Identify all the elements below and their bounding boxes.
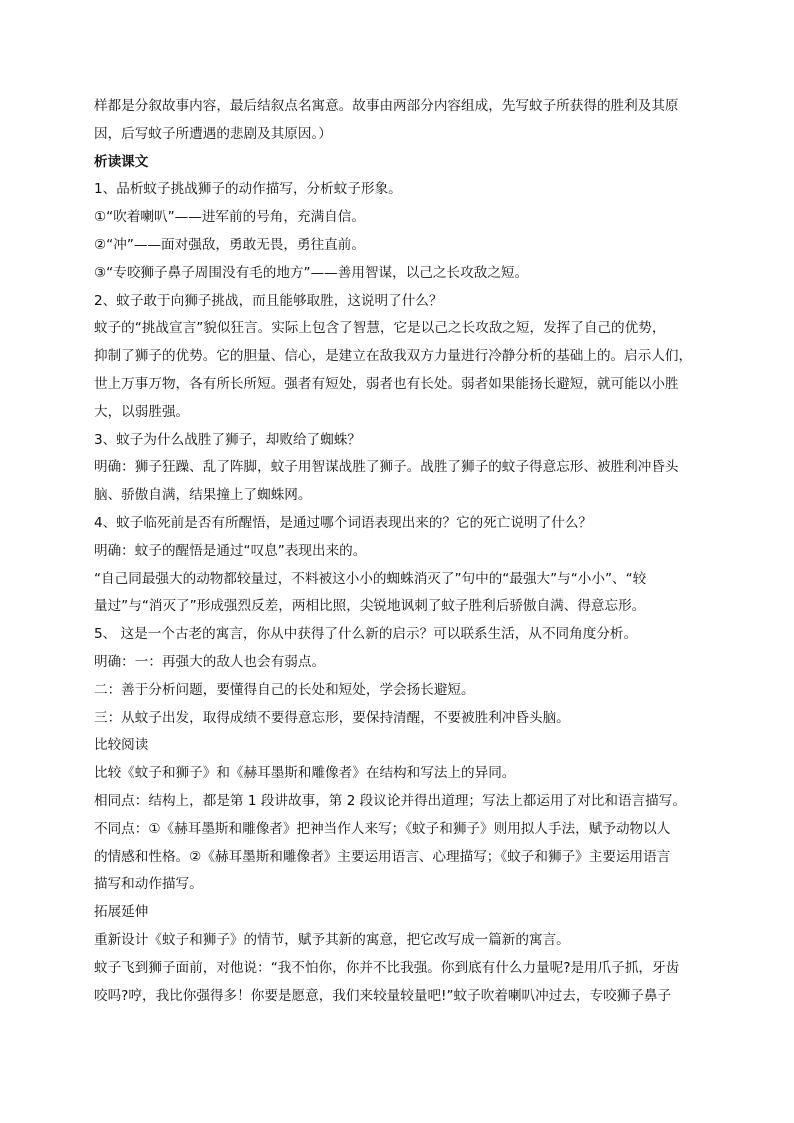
text-line: 咬吗?哼，我比你强得多！你要是愿意，我们来较量较量吧!”蚊子吹着喇叭冲过去，专咬狮子鼻子 xyxy=(94,987,672,1004)
text-line: 的情感和性格。②《赫耳墨斯和雕像者》主要运用语言、心理描写；《蚊子和狮子》主要运用语言 xyxy=(94,848,671,865)
text-line: 样都是分叙故事内容，最后结叙点名寓意。故事由两部分内容组成，先写蚊子所获得的胜利及其原 xyxy=(94,98,679,114)
text-line: ①“吹着喇叭”——进军前的号角，充满自信。 xyxy=(94,209,365,226)
text-line: 因，后写蚊子所遭遇的悲剧及其原因。） xyxy=(94,125,332,142)
text-line: 相同点：结构上，都是第 1 段讲故事，第 2 段议论并得出道理；写法上都运用了对比和语言描写。 xyxy=(94,792,686,809)
text-line: 世上万事万物，各有所长所短。强者有短处，弱者也有长处。弱者如果能扬长避短，就可能以小胜 xyxy=(94,375,679,392)
text-line: 三：从蚊子出发，取得成绩不要得意忘形，要保持清醒，不要被胜利冲昏头脑。 xyxy=(94,709,570,726)
text-line: 明确：狮子狂躁、乱了阵脚，蚊子用智谋战胜了狮子。战胜了狮子的蚊子得意忘形、被胜利冲昏头 xyxy=(94,459,679,476)
text-line: ③“专咬狮子鼻子周围没有毛的地方”——善用智谋，以己之长攻敌之短。 xyxy=(94,264,529,281)
text-line: 3、蚊子为什么战胜了狮子，却败给了蜘蛛？ xyxy=(94,431,361,448)
text-line: 蚊子的“挑战宣言”貌似狂言。实际上包含了智慧，它是以己之长攻敌之短，发挥了自己的优势， xyxy=(94,320,666,337)
text-line: 脑、骄傲自满，结果撞上了蜘蛛网。 xyxy=(94,487,312,504)
text-line: ②“冲”——面对强敌，勇敢无畏，勇往直前。 xyxy=(94,236,365,253)
text-line: 明确：蚊子的醒悟是通过“叹息”表现出来的。 xyxy=(94,542,367,559)
text-line: 拓展延伸 xyxy=(94,904,149,921)
text-line: 2、蚊子敢于向狮子挑战，而且能够取胜，这说明了什么？ xyxy=(94,292,443,309)
text-line: 5、 这是一个古老的寓言，你从中获得了什么新的启示？可以联系生活，从不同角度分析。 xyxy=(94,626,638,643)
text-line: 不同点：①《赫耳墨斯和雕像者》把神当作人来写；《蚊子和狮子》则用拟人手法，赋予动物以人 xyxy=(94,820,671,837)
text-line: 1、品析蚊子挑战狮子的动作描写，分析蚊子形象。 xyxy=(94,181,402,198)
text-line: 大，以弱胜强。 xyxy=(94,403,190,420)
text-line: 抑制了狮子的优势。它的胆量、信心，是建立在敌我双方力量进行冷静分析的基础上的。启示人们， xyxy=(94,348,693,365)
text-line: 二：善于分析问题，要懂得自己的长处和短处，学会扬长避短。 xyxy=(94,681,475,698)
text-line: “自己同最强大的动物都较量过，不料被这小小的蜘蛛消灭了”句中的“最强大”与“小小”、“较 xyxy=(94,570,647,587)
document-page xyxy=(94,93,714,1010)
text-line: 量过”与“消灭了”形成强烈反差，两相比照，尖锐地讽刺了蚊子胜利后骄傲自满、得意忘形。 xyxy=(94,598,646,615)
text-line: 4、蚊子临死前是否有所醒悟，是通过哪个词语表现出来的？它的死亡说明了什么？ xyxy=(94,514,593,531)
text-line: 明确：一：再强大的敌人也会有弱点。 xyxy=(94,653,326,670)
text-line: 描写和动作描写。 xyxy=(94,876,203,893)
section-heading: 析读课文 xyxy=(94,153,149,170)
text-line: 重新设计《蚊子和狮子》的情节，赋予其新的寓意，把它改写成一篇新的寓言。 xyxy=(94,931,570,948)
text-line: 比较《蚊子和狮子》和《赫耳墨斯和雕像者》在结构和写法上的异同。 xyxy=(94,765,516,782)
text-line: 蚊子飞到狮子面前，对他说：“我不怕你，你并不比我强。你到底有什么力量呢?是用爪子抓，牙齿 xyxy=(94,959,680,976)
text-line: 比较阅读 xyxy=(94,737,149,754)
